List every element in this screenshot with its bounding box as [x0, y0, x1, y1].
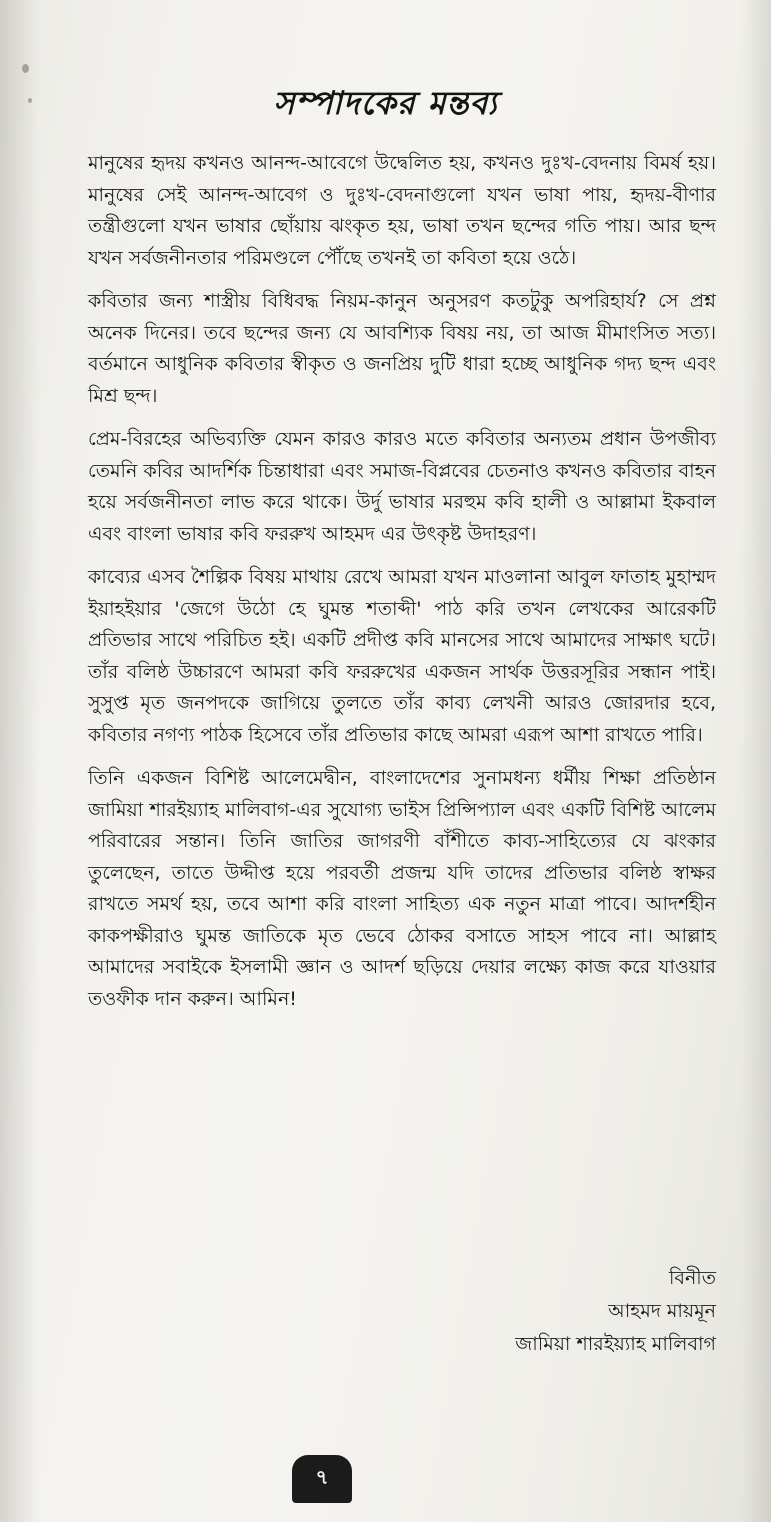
editorial-body: [88, 148, 716, 1027]
paragraph: তিনি একজন বিশিষ্ট আলেমেদ্বীন, বাংলাদেশের সুনামধন্য ধর্মীয় শিক্ষা প্রতিষ্ঠান জামিয়া শারইয়্যাহ মালিবাগ-এর সুযোগ্য ভাইস প্রিন্সিপ্যাল এবং একটি বিশিষ্ট আলেম পরিবারের সন্তান। তিনি জাতির জাগরণী বাঁশীতে কাব্য-সাহিত্যের যে ঝংকার তুলেছেন, তাতে উদ্দীপ্ত হয়ে পরবর্তী প্রজন্ম যদি তাদের প্রতিভার বলিষ্ঠ স্বাক্ষর রাখতে সমর্থ হয়, তবে আশা করি বাংলা সাহিত্য এক নতুন মাত্রা পাবে। আদর্শহীন কাকপক্ষীরাও ঘুমন্ত জাতিকে মৃত ভেবে ঠোকর বসাতে সাহস পাবে না। আল্লাহ আমাদের সবাইকে ইসলামী জ্ঞান ও আদর্শ ছড়িয়ে দেয়ার লক্ষ্যে কাজ করে যাওয়ার তওফীক দান করুন। আমিন!: [88, 767, 716, 1010]
signature-closing: বিনীত: [668, 1267, 716, 1289]
paragraph: কাব্যের এসব শৈল্পিক বিষয় মাথায় রেখে আমরা যখন মাওলানা আবুল ফাতাহ মুহাম্মদ ইয়াহইয়ার 'জেগে উঠো হে ঘুমন্ত শতাব্দী' পাঠ করি তখন লেখকের আরেকটি প্রতিভার সাথে পরিচিত হই। একটি প্রদীপ্ত কবি মানসের সাথে আমাদের সাক্ষাৎ ঘটে। তাঁর বলিষ্ঠ উচ্চারণে আমরা কবি ফররুখের একজন সার্থক উত্তরসূরির সন্ধান পাই। সুসুপ্ত মৃত জনপদকে জাগিয়ে তুলতে তাঁর কাব্য লেখনী আরও জোরদার হবে, কবিতার নগণ্য পাঠক হিসেবে তাঁর প্রতিভার কাছে আমরা এরূপ আশা রাখতে পারি।: [88, 566, 716, 746]
page-number: ৭: [315, 1464, 329, 1489]
signature-block: [515, 1262, 716, 1361]
paragraph: প্রেম-বিরহের অভিব্যক্তি যেমন কারও কারও মতে কবিতার অন্যতম প্রধান উপজীব্য তেমনি কবির আদর্শিক চিন্তাধারা এবং সমাজ-বিপ্লবের চেতনাও কখনও কবিতার বাহন হয়ে সর্বজনীনতা লাভ করে থাকে। উর্দু ভাষার মরহুম কবি হালী ও আল্লামা ইকবাল এবং বাংলা ভাষার কবি ফররুখ আহমদ এর উৎকৃষ্ট উদাহরণ।: [88, 428, 716, 545]
signature-institution: জামিয়া শারইয়্যাহ মালিবাগ: [515, 1333, 716, 1355]
page-shadow-right: [741, 0, 771, 1522]
ink-speck: [22, 64, 29, 73]
page-title: সম্পাদকের মন্তব্য: [273, 84, 498, 122]
paragraph: কবিতার জন্য শাস্ত্রীয় বিধিবদ্ধ নিয়ম-কানুন অনুসরণ কতটুকু অপরিহার্য? সে প্রশ্ন অনেক দিনের। তবে ছন্দের জন্য যে আবশ্যিক বিষয় নয়, তা আজ মীমাংসিত সত্য। বর্তমানে আধুনিক কবিতার স্বীকৃত ও জনপ্রিয় দুটি ধারা হচ্ছে আধুনিক গদ্য ছন্দ এবং মিশ্র ছন্দ।: [88, 290, 716, 407]
paragraph: মানুষের হৃদয় কখনও আনন্দ-আবেগে উদ্বেলিত হয়, কখনও দুঃখ-বেদনায় বিমর্ষ হয়। মানুষের সেই আনন্দ-আবেগ ও দুঃখ-বেদনাগুলো যখন ভাষা পায়, হৃদয়-বীণার তন্ত্রীগুলো যখন ভাষার ছোঁয়ায় ঝংকৃত হয়, ভাষা তখন ছন্দের গতি পায়। আর ছন্দ যখন সর্বজনীনতার পরিমণ্ডলে পৌঁছে তখনই তা কবিতা হয়ে ওঠে।: [88, 152, 716, 269]
signature-name: আহমদ মায়মূন: [608, 1300, 716, 1322]
page-shadow-left: [0, 0, 40, 1522]
page-number-badge: [292, 1455, 352, 1503]
